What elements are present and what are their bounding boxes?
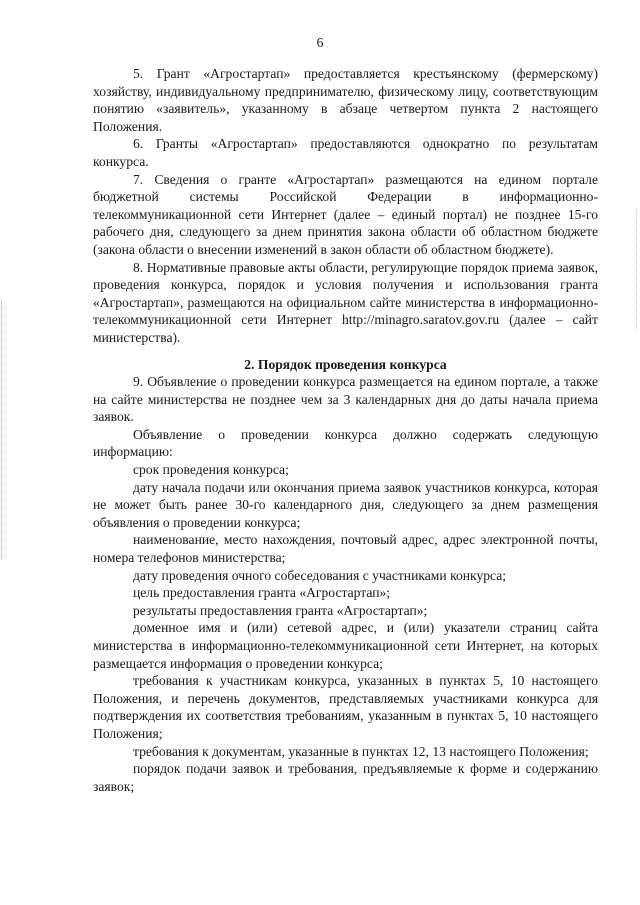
list-item: требования к документам, указанные в пунктах 12, 13 настоящего Положения; xyxy=(133,743,589,759)
list-item: дату проведения очного собеседования с участниками конкурса; xyxy=(133,567,507,583)
scan-edge-right xyxy=(636,210,638,330)
list-item: требования к участникам конкурса, указанных в пунктах 5, 10 настоящего Положения, и перечень документов, представляемых участниками конкурса для подтверждения их соответствия требованиям, указанным в пунктах 5, 10 настоящего Положения; xyxy=(93,673,598,741)
paragraph-5: 5. Грант «Агростартап» предоставляется крестьянскому (фермерскому) хозяйству, индивидуальному предпринимателю, физическому лицу, соответствующим понятию «заявитель», указанному в абзаце четвертом пункта 2 настоящего Положения. xyxy=(93,66,598,134)
section-heading: 2. Порядок проведения конкурса xyxy=(244,356,447,372)
paragraph-7: 7. Сведения о гранте «Агростартап» размещаются на едином портале бюджетной системы Российской Федерации в информационно-телекоммуникационной сети Интернет (далее – единый портал) не позднее 15-го рабочего дня, следующего за днем принятия закона области об областном бюджете (закона области о внесении изменений в закон области об областном бюджете). xyxy=(93,171,598,257)
scan-edge-left xyxy=(1,300,3,560)
list-item: цель предоставления гранта «Агростартап»; xyxy=(133,585,391,601)
list-item: наименование, место нахождения, почтовый адрес, адрес электронной почты, номера телефонов министерства; xyxy=(93,532,598,566)
list-item: дату начала подачи или окончания приема заявок участников конкурса, которая не может быть ранее 30-го календарного дня, следующего за днем размещения объявления о проведении конкурса; xyxy=(93,479,598,530)
document-body xyxy=(93,65,598,795)
paragraph-6: 6. Гранты «Агростартап» предоставляются однократно по результатам конкурса. xyxy=(93,136,598,169)
list-item: доменное имя и (или) сетевой адрес, и (или) указатели страниц сайта министерства в информационно-телекоммуникационной сети Интернет, на которых размещается информация о проведении конкурса; xyxy=(93,620,598,671)
announcement-intro: Объявление о проведении конкурса должно содержать следующую информацию: xyxy=(93,426,598,460)
list-item: срок проведения конкурса; xyxy=(133,462,289,478)
list-item: результаты предоставления гранта «Агростартап»; xyxy=(133,602,428,618)
paragraph-8: 8. Нормативные правовые акты области, регулирующие порядок приема заявок, проведения конкурса, порядок и условия получения и использования гранта «Агростартап», размещаются на официальном сайте министерства в информационно-телекоммуникационной сети Интернет http://minagro.saratov.gov.ru (далее – сайт министерства). xyxy=(93,259,598,345)
list-item: порядок подачи заявок и требования, предъявляемые к форме и содержанию заявок; xyxy=(93,761,598,794)
page-number: 6 xyxy=(316,35,324,50)
paragraph-9: 9. Объявление о проведении конкурса размещается на едином портале, а также на сайте министерства не позднее чем за 3 календарных дня до даты начала приема заявок. xyxy=(93,374,598,425)
